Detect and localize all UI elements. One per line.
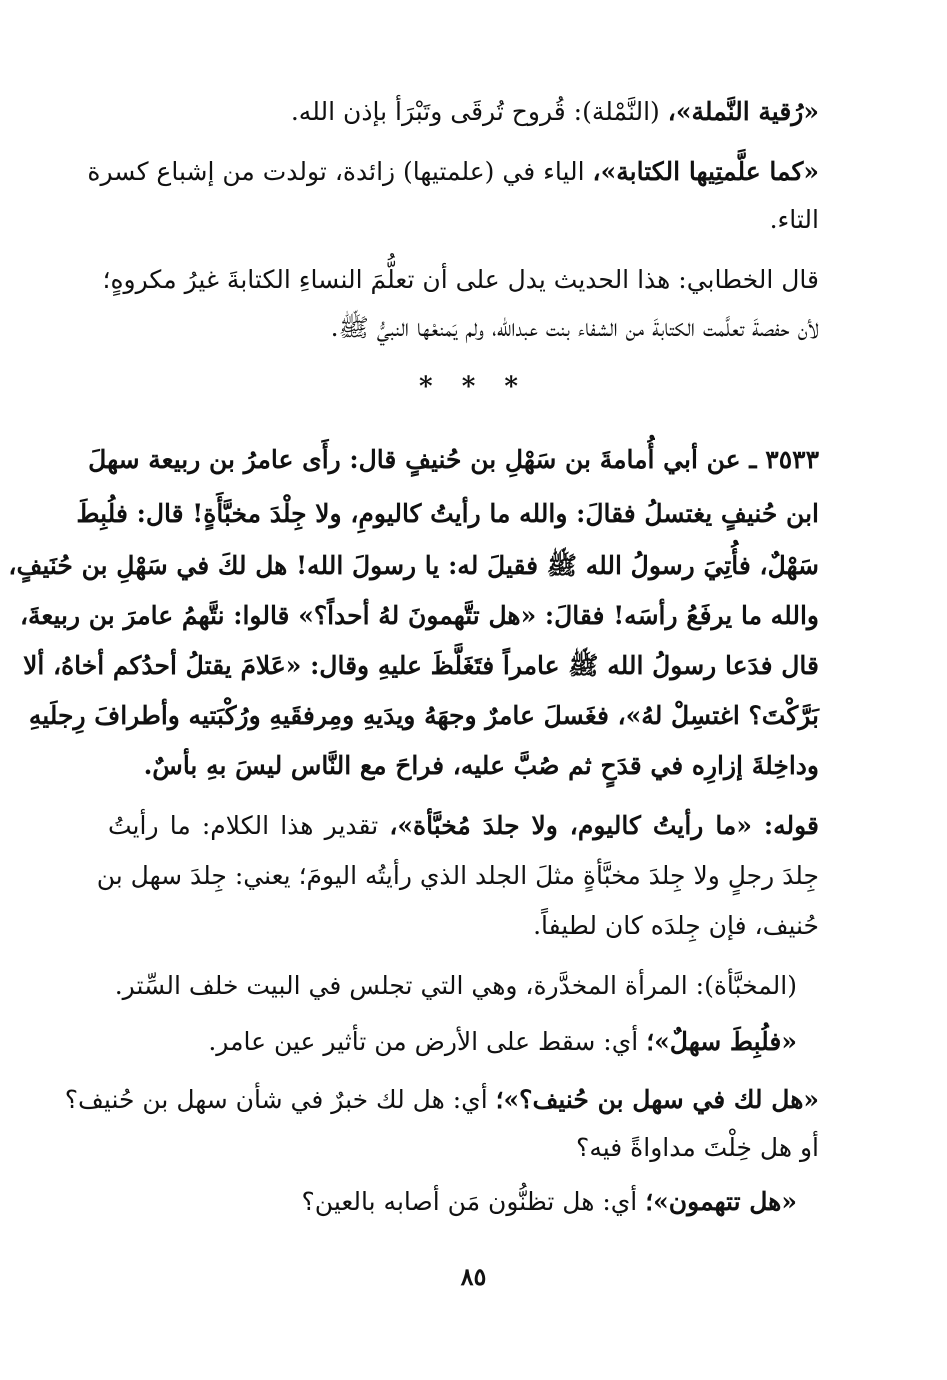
note-text: قال الخطابي: هذا الحديث يدل على أن تعلُّمَ النساءِ الكتابةَ غيرُ مكروهٍ؛	[102, 265, 819, 294]
note-text: أي: سقط على الأرض من تأثير عين عامر.	[208, 1027, 647, 1056]
hadith-line: ابن حُنيفٍ يغتسلُ فقالَ: والله ما رأيتُ كاليومِ، ولا جِلْدَ مخبَّأَةٍ! قال: فلُبِطَ	[76, 499, 819, 528]
note-line	[108, 1182, 797, 1222]
note-text: تقدير هذا الكلام: ما رأيتُ	[108, 811, 390, 840]
note-text: الياء في (علمتيها) زائدة، تولدت من إشباع كسرة	[87, 157, 593, 186]
hadith-line: ٣٥٣٣ ـ عن أبي أُمامةَ بن سَهْلِ بن حُنيفٍ قال: رأَى عامرُ بن ربيعة سهلَ	[88, 445, 819, 474]
note-line	[108, 1128, 819, 1168]
note-term: «كما علَّمتِيها الكتابة»،	[592, 157, 819, 186]
hadith-line: قال فدَعا رسولُ الله ﷺ عامراً فتَغَلَّظَ عليهِ وقال: «عَلامَ يقتلُ أحدُكم أخاهُ، ألا	[23, 651, 819, 680]
hadith-line: سَهْلٌ، فأُتِيَ رسولُ الله ﷺ فقيلَ له: يا رسولَ الله! هل لكَ في سَهْلِ بن حُنَيفٍ،	[8, 551, 819, 580]
note-text: أو هل خِلْتَ مداواةً فيه؟	[576, 1133, 819, 1162]
note-line	[87, 152, 819, 192]
note-line	[108, 200, 819, 240]
note-line	[108, 966, 797, 1006]
note-text: أي: هل لك خبرٌ في شأن سهل بن حُنيف؟	[64, 1085, 496, 1114]
note-line	[64, 1080, 819, 1120]
note-line	[108, 308, 819, 348]
hadith-line: وداخِلةَ إزارِه في قدَحٍ ثم صُبَّ عليه، فراحَ مع النَّاس ليسَ بهِ بأسٌ.	[143, 751, 819, 780]
note-text: التاء.	[769, 205, 819, 234]
note-line	[102, 260, 819, 300]
note-term: «هل لك في سهل بن حُنيف؟»؛	[495, 1085, 819, 1114]
note-text: (المخبَّأة): المرأة المخدَّرة، وهي التي تجلس في البيت خلف السِّتر.	[114, 971, 797, 1000]
note-text: جِلدَ رجلٍ ولا جِلدَ مخبَّأةٍ مثلَ الجلد الذي رأيتُه اليومَ؛ يعني: جِلدَ سهل بن	[96, 861, 819, 890]
note-text: لأن حفصةَ تعلَّمت الكتابةَ من الشفاء بنت عبدالله، ولم يَمنعْها النبيُّ ﷺ.	[330, 313, 819, 342]
note-term: قوله: «ما رأيتُ كاليوم، ولا جلدَ مُخبَّأة»،	[389, 811, 819, 840]
note-line	[108, 906, 819, 946]
note-line	[108, 1022, 797, 1062]
note-line	[108, 92, 819, 132]
hadith-line: بَرَّكْتَ؟ اغتسِلْ لهُ»، فغَسلَ عامرٌ وجهَهُ ويدَيهِ ومِرفقَيهِ ورُكْبَتيه وأطرافَ رِجلَيهِ	[28, 701, 819, 730]
note-line	[96, 856, 819, 896]
note-text: حُنيف، فإن جِلدَه كان لطيفاً.	[533, 911, 819, 940]
note-term: «هل تتهمون»؛	[645, 1187, 797, 1216]
note-text: (النَّمْلة): قُروح تُرقَى وتَبْرَأ بإذن الله.	[290, 97, 668, 126]
page-number: ٨٥	[460, 1262, 487, 1291]
note-term: «فلُبِطَ سهلٌ»؛	[646, 1027, 797, 1056]
note-line	[108, 806, 819, 846]
note-term: «رُقية النَّملة»،	[667, 97, 819, 126]
note-text: أي: هل تظنُّون مَن أصابه بالعين؟	[301, 1187, 646, 1216]
hadith-line: والله ما يرفَعُ رأسَه! فقالَ: «هل تتَّهمونَ لهُ أحداً؟» قالوا: نتَّهمُ عامرَ بن ربيعةَ،	[19, 601, 819, 630]
section-separator: * * *	[419, 372, 528, 402]
